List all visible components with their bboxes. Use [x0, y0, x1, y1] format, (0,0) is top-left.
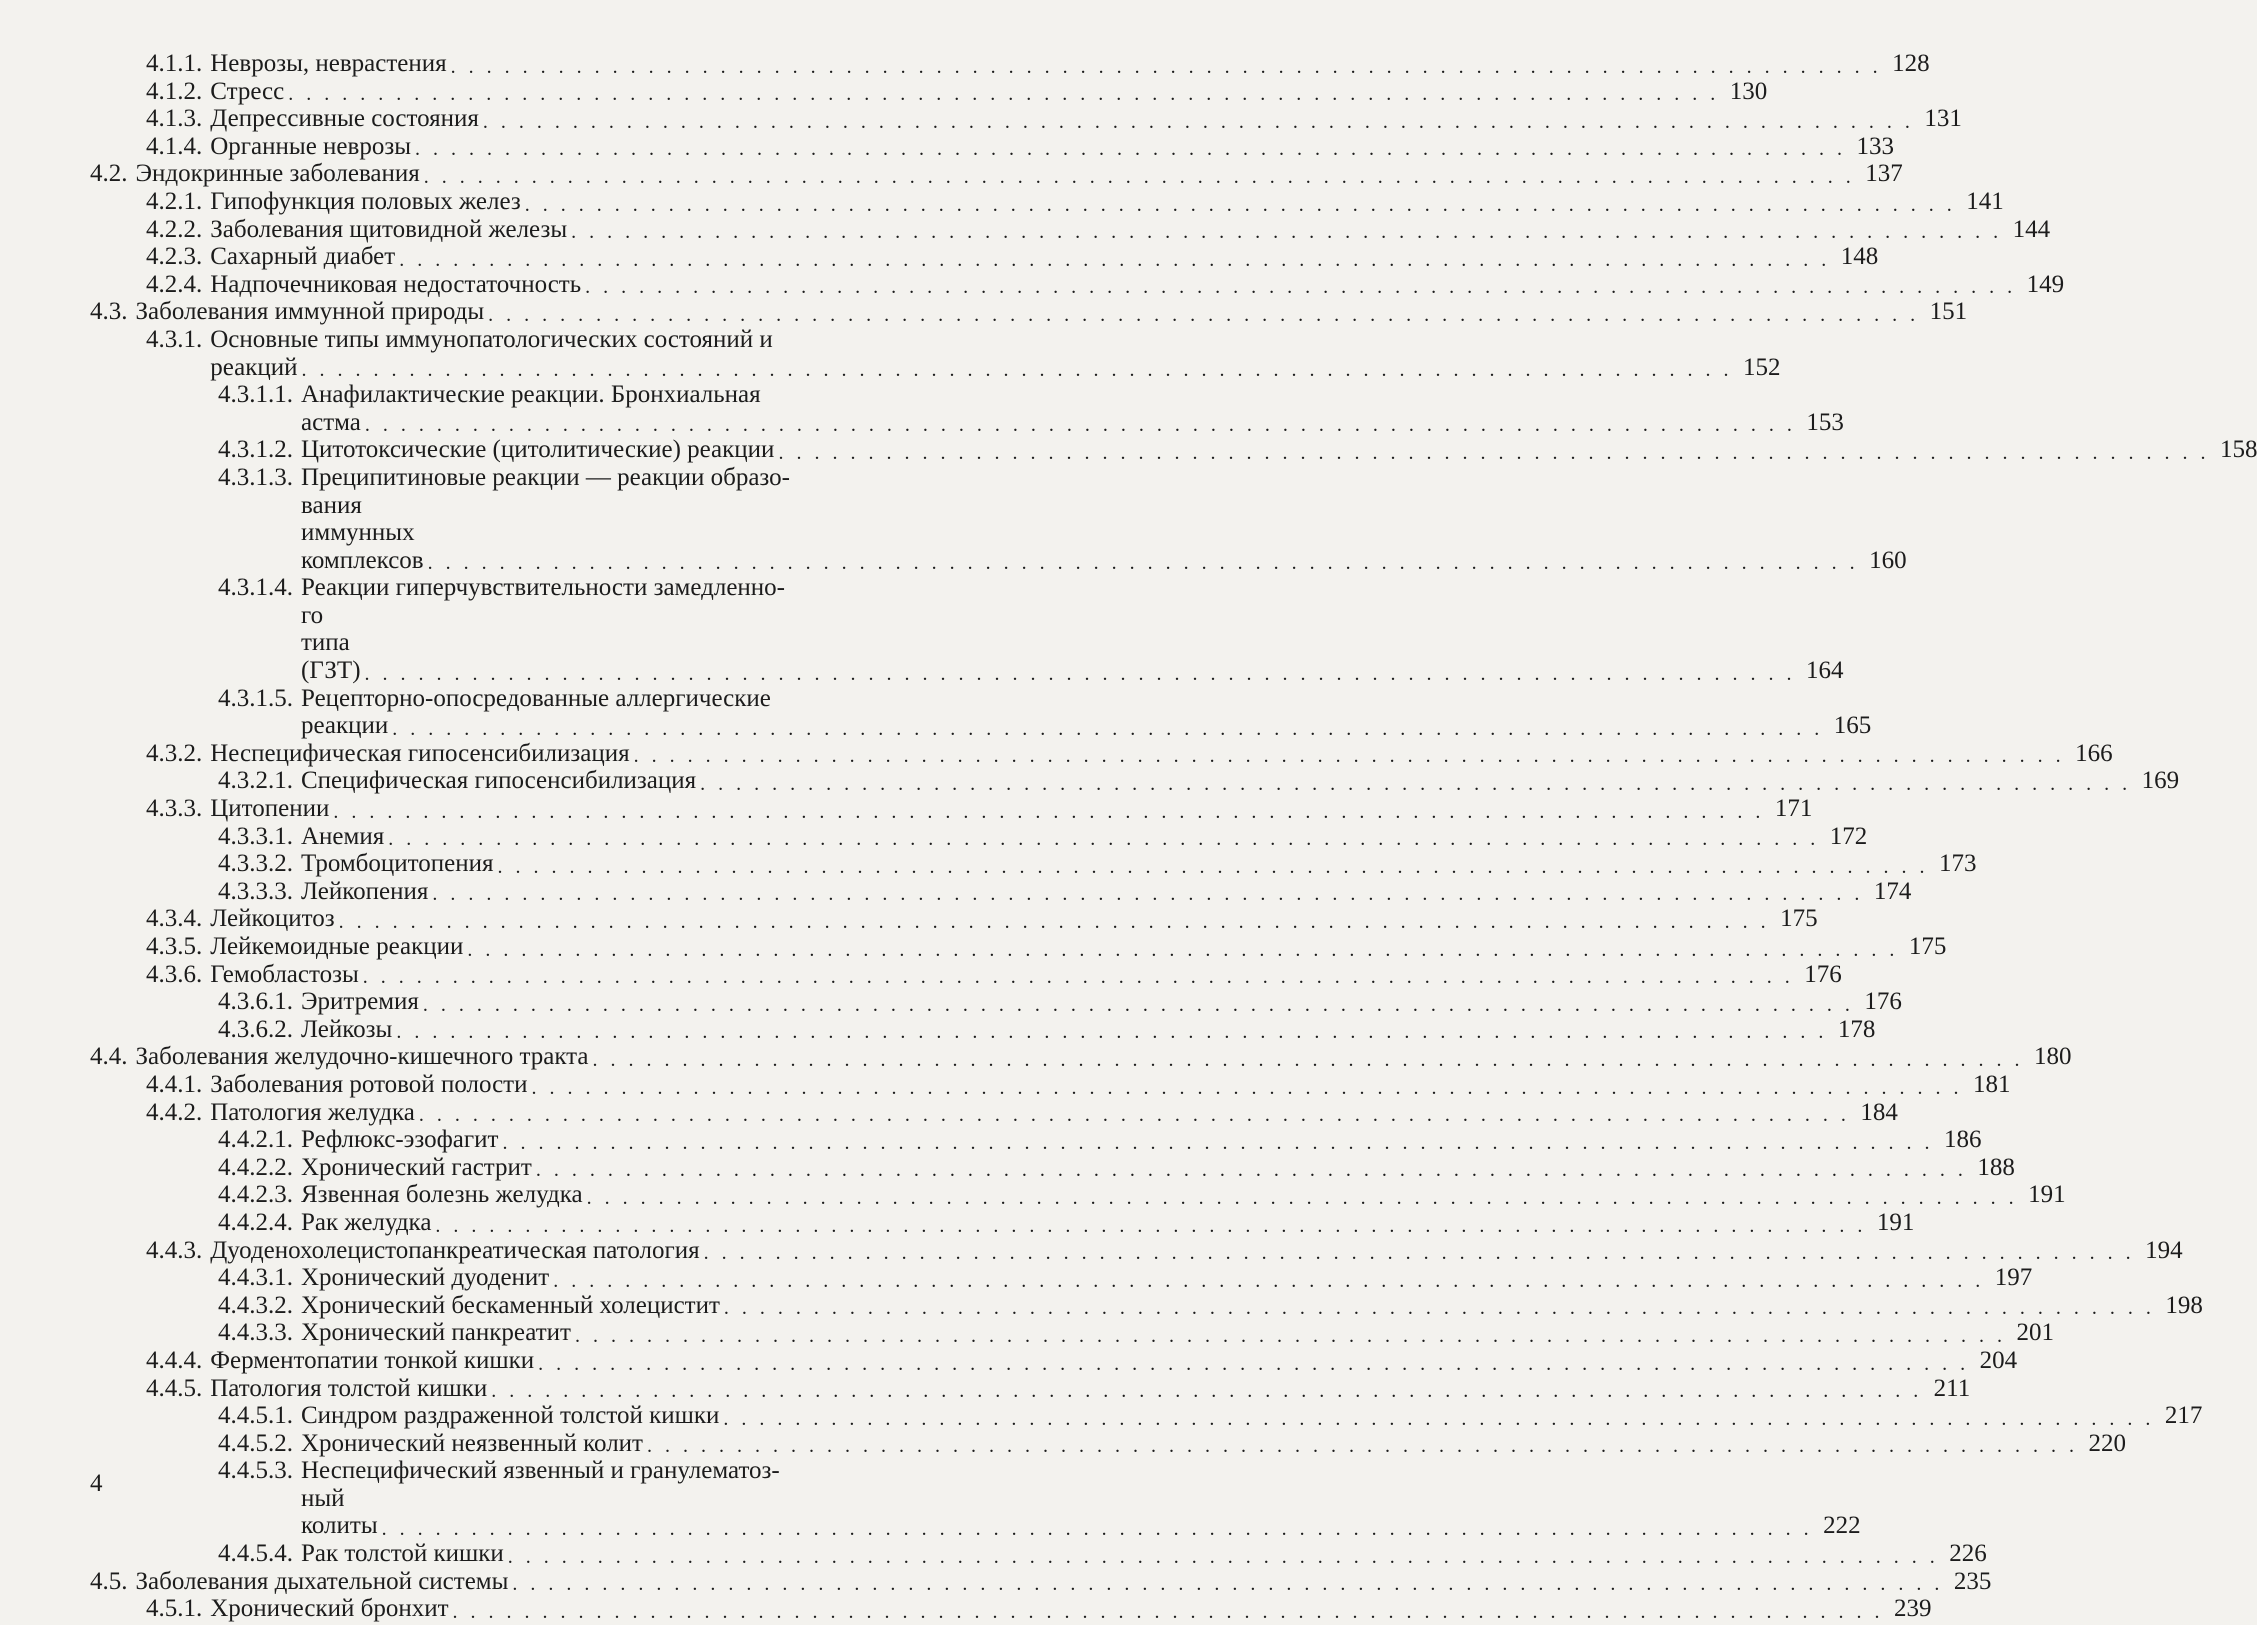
toc-entry-page: 149 [2026, 270, 2065, 298]
toc-entry-title-continued: вания иммунных комплексов [301, 491, 424, 574]
toc-entry-title: Заболевания ротовой полости [210, 1070, 528, 1098]
toc-entry [90, 132, 1895, 161]
toc-entry-title: Цитопении [210, 795, 330, 823]
toc-entry-page: 172 [1829, 822, 1868, 850]
toc-leader-dots: . . . . . . . . . . . . . . . . . . . . . . . . . . . . . . . . . . . . . . . . . . . . . . . . . . . . . . . . . . . . . . . . . . . . . . . . . . . . . . . . [288, 83, 1720, 106]
toc-leader-dots: . . . . . . . . . . . . . . . . . . . . . . . . . . . . . . . . . . . . . . . . . . . . . . . . . . . . . . . . . . . . . . . . . . . . . . . . . . . . . . . . [535, 1159, 1967, 1182]
toc-leader-dots: . . . . . . . . . . . . . . . . . . . . . . . . . . . . . . . . . . . . . . . . . . . . . . . . . . . . . . . . . . . . . . . . . . . . . . . . . . . . . . . . [482, 110, 1914, 133]
toc-leader-dots: . . . . . . . . . . . . . . . . . . . . . . . . . . . . . . . . . . . . . . . . . . . . . . . . . . . . . . . . . . . . . . . . . . . . . . . . . . . . . . . . [396, 1021, 1828, 1044]
toc-leader-dots: . . . . . . . . . . . . . . . . . . . . . . . . . . . . . . . . . . . . . . . . . . . . . . . . . . . . . . . . . . . . . . . . . . . . . . . . . . . . . . . . [524, 193, 1956, 216]
toc-entry [90, 1540, 1987, 1568]
toc-entry-title: Хронический гастрит [301, 1153, 532, 1181]
toc-entry-page: 226 [1949, 1540, 1987, 1568]
toc-leader-dots: . . . . . . . . . . . . . . . . . . . . . . . . . . . . . . . . . . . . . . . . . . . . . . . . . . . . . . . . . . . . . . . . . . . . . . . . . . . . . . . . [553, 1269, 1985, 1292]
toc-leader-dots: . . . . . . . . . . . . . . . . . . . . . . . . . . . . . . . . . . . . . . . . . . . . . . . . . . . . . . . . . . . . . . . . . . . . . . . . . . . . . . . . [392, 717, 1824, 740]
toc-entry [90, 381, 1844, 437]
toc-entry-title-continued: реакции [301, 712, 389, 740]
toc-entry-page: 141 [1966, 187, 2004, 215]
toc-entry-title: Рефлюкс-эзофагит [301, 1126, 499, 1154]
toc-entry-page: 160 [1869, 546, 1907, 574]
toc-leader-dots: . . . . . . . . . . . . . . . . . . . . . . . . . . . . . . . . . . . . . . . . . . . . . . . . . . . . . . . . . . . . . . . . . . . . . . . . . . . . . . . . [723, 1297, 2155, 1320]
toc-entry-title: Анемия [301, 822, 385, 850]
page-number: 4 [90, 1470, 103, 1497]
toc-leader-dots: . . . . . . . . . . . . . . . . . . . . . . . . . . . . . . . . . . . . . . . . . . . . . . . . . . . . . . . . . . . . . . . . . . . . . . . . . . . . . . . . [418, 1104, 1850, 1127]
toc-entry-page: 204 [1979, 1346, 2018, 1374]
toc-entry-page: 198 [2165, 1291, 2203, 1319]
toc-entry-page: 201 [2016, 1319, 2054, 1347]
toc-entry-title: Заболевания иммунной природы [135, 298, 485, 326]
toc-leader-dots: . . . . . . . . . . . . . . . . . . . . . . . . . . . . . . . . . . . . . . . . . . . . . . . . . . . . . . . . . . . . . . . . . . . . . . . . . . . . . . . . [502, 1131, 1934, 1154]
toc-entry-page: 184 [1860, 1098, 1898, 1126]
toc-entry-number: 4.4.3.3. [218, 1319, 293, 1347]
toc-entry-number: 4.4.3.1. [218, 1264, 293, 1292]
toc-entry [90, 215, 2051, 244]
toc-entry-title: Депрессивные состояния [210, 105, 479, 133]
toc-entry-number: 4.3.3.3. [218, 877, 293, 905]
toc-entry-number: 4.3.1.4. [218, 574, 293, 602]
toc-entry [90, 105, 1962, 133]
toc-entry-number: 4.4.3. [146, 1236, 203, 1264]
toc-entry-number: 4.3. [90, 298, 128, 326]
toc-entry-number: 4.3.1.1. [218, 381, 293, 409]
table-of-contents [90, 50, 2257, 1623]
toc-entry-title: Язвенная болезнь желудка [301, 1181, 583, 1209]
toc-entry-number: 4.3.6.2. [218, 1015, 293, 1043]
toc-entry-page: 180 [2034, 1043, 2072, 1071]
toc-entry-page: 175 [1908, 933, 1947, 960]
toc-entry-number: 4.3.1.3. [218, 463, 293, 491]
toc-entry-title: Хронический бескаменный холецистит [301, 1291, 720, 1319]
toc-entry [90, 877, 1912, 906]
toc-entry-title: Заболевания дыхательной системы [135, 1567, 509, 1595]
toc-entry-page: 181 [1973, 1070, 2011, 1098]
toc-entry-page: 197 [1994, 1264, 2033, 1292]
toc-entry-page: 128 [1892, 50, 1930, 77]
toc-entry-number: 4.2. [90, 160, 128, 188]
toc-leader-dots: . . . . . . . . . . . . . . . . . . . . . . . . . . . . . . . . . . . . . . . . . . . . . . . . . . . . . . . . . . . . . . . . . . . . . . . . . . . . . . . . [497, 855, 1929, 878]
toc-entry-number: 4.5. [90, 1567, 128, 1595]
toc-entry-number: 4.3.1.5. [218, 684, 293, 712]
toc-leader-dots: . . . . . . . . . . . . . . . . . . . . . . . . . . . . . . . . . . . . . . . . . . . . . . . . . . . . . . . . . . . . . . . . . . . . . . . . . . . . . . . . [507, 1545, 1939, 1568]
toc-leader-dots: . . . . . . . . . . . . . . . . . . . . . . . . . . . . . . . . . . . . . . . . . . . . . . . . . . . . . . . . . . . . . . . . . . . . . . . . . . . . . . . . [452, 1600, 1884, 1623]
toc-entry-page: 222 [1823, 1512, 1861, 1540]
toc-entry [90, 850, 1977, 878]
toc-entry-page: 235 [1953, 1567, 1992, 1595]
toc-entry-number: 4.3.6.1. [218, 988, 293, 1016]
toc-entry-number: 4.2.1. [146, 187, 203, 215]
toc-entry-page: 152 [1743, 353, 1781, 381]
toc-entry [90, 1374, 1971, 1403]
toc-leader-dots: . . . . . . . . . . . . . . . . . . . . . . . . . . . . . . . . . . . . . . . . . . . . . . . . . . . . . . . . . . . . . . . . . . . . . . . . . . . . . . . . [723, 1407, 2155, 1430]
toc-entry [90, 1236, 2183, 1265]
toc-entry-page: 176 [1804, 960, 1842, 988]
toc-entry-number: 4.4.1. [146, 1070, 203, 1098]
toc-leader-dots: . . . . . . . . . . . . . . . . . . . . . . . . . . . . . . . . . . . . . . . . . . . . . . . . . . . . . . . . . . . . . . . . . . . . . . . . . . . . . . . . [488, 303, 1920, 326]
toc-leader-dots: . . . . . . . . . . . . . . . . . . . . . . . . . . . . . . . . . . . . . . . . . . . . . . . . . . . . . . . . . . . . . . . . . . . . . . . . . . . . . . . . [301, 359, 1733, 382]
toc-entry-number: 4.4.5.1. [218, 1402, 293, 1430]
toc-entry-title: Цитотоксические (цитолитические) реакции [301, 436, 775, 464]
toc-entry-number: 4.3.2.1. [218, 767, 293, 795]
toc-entry-title: Патология желудка [210, 1098, 415, 1126]
toc-entry-page: 188 [1977, 1153, 2015, 1181]
toc-leader-dots: . . . . . . . . . . . . . . . . . . . . . . . . . . . . . . . . . . . . . . . . . . . . . . . . . . . . . . . . . . . . . . . . . . . . . . . . . . . . . . . . [778, 441, 2210, 464]
toc-entry-title: Анафилактические реакции. Бронхиальная [301, 381, 761, 409]
toc-leader-dots: . . . . . . . . . . . . . . . . . . . . . . . . . . . . . . . . . . . . . . . . . . . . . . . . . . . . . . . . . . . . . . . . . . . . . . . . . . . . . . . . [362, 966, 1794, 989]
toc-entry [90, 1181, 2066, 1209]
toc-entry-number: 4.1.3. [146, 105, 203, 133]
toc-entry-number: 4.4.5.2. [218, 1429, 293, 1457]
toc-entry-number: 4.1.4. [146, 132, 203, 160]
toc-entry-page: 173 [1938, 850, 1977, 878]
toc-entry-title: Эндокринные заболевания [135, 160, 420, 188]
toc-entry-page: 151 [1929, 298, 1968, 326]
toc-entry-number: 4.4. [90, 1043, 128, 1071]
toc-entry-title: Лейкопения [301, 877, 429, 905]
toc-entry-title: Заболевания желудочно-кишечного тракта [135, 1043, 589, 1071]
toc-entry-number: 4.5.1. [146, 1595, 203, 1623]
toc-entry [90, 574, 1844, 685]
toc-leader-dots: . . . . . . . . . . . . . . . . . . . . . . . . . . . . . . . . . . . . . . . . . . . . . . . . . . . . . . . . . . . . . . . . . . . . . . . . . . . . . . . . [574, 1324, 2006, 1347]
toc-entry [90, 1402, 2203, 1430]
toc-entry-number: 4.3.1.2. [218, 436, 293, 464]
toc-entry-page: 130 [1729, 77, 1768, 105]
toc-entry-number: 4.4.2.4. [218, 1208, 293, 1236]
toc-entry-title: Рецепторно-опосредованные аллергические [301, 684, 771, 712]
toc-entry [90, 1126, 1982, 1154]
toc-leader-dots: . . . . . . . . . . . . . . . . . . . . . . . . . . . . . . . . . . . . . . . . . . . . . . . . . . . . . . . . . . . . . . . . . . . . . . . . . . . . . . . . [700, 773, 2132, 796]
toc-entry [90, 1457, 1861, 1541]
toc-leader-dots: . . . . . . . . . . . . . . . . . . . . . . . . . . . . . . . . . . . . . . . . . . . . . . . . . . . . . . . . . . . . . . . . . . . . . . . . . . . . . . . . [646, 1435, 2078, 1458]
toc-entry [90, 1595, 1932, 1623]
toc-entry-page: 217 [2164, 1402, 2203, 1430]
toc-entry [90, 270, 2065, 299]
toc-leader-dots: . . . . . . . . . . . . . . . . . . . . . . . . . . . . . . . . . . . . . . . . . . . . . . . . . . . . . . . . . . . . . . . . . . . . . . . . . . . . . . . . [435, 1214, 1867, 1237]
toc-entry-number: 4.4.3.2. [218, 1291, 293, 1319]
toc-entry [90, 436, 2257, 464]
toc-entry-title: Рак желудка [301, 1208, 432, 1236]
toc-entry-number: 4.3.1. [146, 325, 203, 353]
toc-entry-number: 4.3.4. [146, 905, 203, 933]
toc-leader-dots: . . . . . . . . . . . . . . . . . . . . . . . . . . . . . . . . . . . . . . . . . . . . . . . . . . . . . . . . . . . . . . . . . . . . . . . . . . . . . . . . [338, 911, 1770, 933]
toc-entry-page: 165 [1833, 712, 1872, 740]
toc-entry [90, 739, 2113, 768]
toc-entry-title: Гемобластозы [210, 960, 359, 988]
toc-entry [90, 77, 1768, 106]
toc-entry-number: 4.3.3.2. [218, 850, 293, 878]
toc-entry-page: 166 [2075, 739, 2113, 767]
toc-entry-title: Рак толстой кишки [301, 1540, 504, 1568]
toc-entry-number: 4.4.5.3. [218, 1457, 293, 1485]
toc-entry-number: 4.3.3.1. [218, 822, 293, 850]
toc-entry-page: 153 [1806, 408, 1844, 436]
toc-entry-number: 4.4.2.1. [218, 1126, 293, 1154]
toc-entry-title: Неспецифический язвенный и гранулематоз- [301, 1457, 780, 1485]
toc-entry-title: Лейкоцитоз [210, 905, 335, 933]
toc-entry [90, 795, 1813, 823]
toc-entry [90, 767, 2180, 796]
toc-entry-number: 4.4.5. [146, 1374, 203, 1402]
toc-entry-title-continued: го типа (ГЗТ) [301, 601, 361, 685]
toc-entry-title-continued: реакций [210, 353, 298, 381]
toc-leader-dots: . . . . . . . . . . . . . . . . . . . . . . . . . . . . . . . . . . . . . . . . . . . . . . . . . . . . . . . . . . . . . . . . . . . . . . . . . . . . . . . . [381, 1518, 1813, 1541]
toc-entry-page: 133 [1856, 132, 1895, 160]
toc-entry [90, 1015, 1876, 1044]
toc-entry-number: 4.4.2.2. [218, 1153, 293, 1181]
toc-entry-title: Лейкемоидные реакции [210, 933, 464, 960]
toc-entry-page: 158 [2219, 436, 2257, 464]
toc-leader-dots: . . . . . . . . . . . . . . . . . . . . . . . . . . . . . . . . . . . . . . . . . . . . . . . . . . . . . . . . . . . . . . . . . . . . . . . . . . . . . . . . [427, 552, 1859, 575]
toc-entry [90, 1098, 1898, 1127]
toc-leader-dots: . . . . . . . . . . . . . . . . . . . . . . . . . . . . . . . . . . . . . . . . . . . . . . . . . . . . . . . . . . . . . . . . . . . . . . . . . . . . . . . . [491, 1380, 1923, 1403]
toc-entry [90, 187, 2004, 216]
toc-entry-page: 191 [1876, 1208, 1915, 1236]
toc-entry-number: 4.3.6. [146, 960, 203, 988]
toc-entry-number: 4.2.4. [146, 270, 203, 298]
toc-entry [90, 933, 1947, 961]
toc-entry-title: Неспецифическая гипосенсибилизация [210, 739, 630, 767]
toc-entry-page: 186 [1943, 1126, 1982, 1154]
toc-entry-title: Специфическая гипосенсибилизация [301, 767, 697, 795]
toc-entry [90, 1208, 1915, 1237]
toc-entry-page: 169 [2141, 767, 2180, 795]
toc-entry-page: 191 [2028, 1181, 2066, 1209]
toc-entry-title: Преципитиновые реакции — реакции образо- [301, 463, 790, 491]
toc-entry-title: Хронический дуоденит [301, 1264, 550, 1292]
toc-leader-dots: . . . . . . . . . . . . . . . . . . . . . . . . . . . . . . . . . . . . . . . . . . . . . . . . . . . . . . . . . . . . . . . . . . . . . . . . . . . . . . . . [592, 1048, 2024, 1071]
toc-entry-title: Ферментопатии тонкой кишки [210, 1346, 535, 1374]
toc-leader-dots: . . . . . . . . . . . . . . . . . . . . . . . . . . . . . . . . . . . . . . . . . . . . . . . . . . . . . . . . . . . . . . . . . . . . . . . . . . . . . . . . [703, 1242, 2135, 1265]
toc-entry-title: Реакции гиперчувствительности замедленно- [301, 574, 786, 602]
toc-entry-page: 194 [2145, 1236, 2183, 1264]
toc-entry-title: Хронический неязвенный колит [301, 1429, 643, 1457]
toc-leader-dots: . . . . . . . . . . . . . . . . . . . . . . . . . . . . . . . . . . . . . . . . . . . . . . . . . . . . . . . . . . . . . . . . . . . . . . . . . . . . . . . . [585, 276, 2017, 299]
toc-entry-title: Стресс [210, 77, 285, 105]
toc-entry [90, 1429, 2126, 1458]
toc-leader-dots: . . . . . . . . . . . . . . . . . . . . . . . . . . . . . . . . . . . . . . . . . . . . . . . . . . . . . . . . . . . . . . . . . . . . . . . . . . . . . . . . [399, 248, 1831, 271]
toc-entry-page: 174 [1873, 877, 1912, 905]
toc-entry [90, 822, 1868, 851]
toc-entry-title: Синдром раздраженной толстой кишки [301, 1402, 720, 1430]
toc-entry-title: Надпочечниковая недостаточность [210, 270, 582, 298]
toc-entry [90, 1291, 2203, 1320]
toc-entry-page: 239 [1894, 1595, 1932, 1623]
toc-entry [90, 160, 1903, 188]
toc-entry-title: Основные типы иммунопатологических состояний и [210, 325, 773, 353]
toc-entry-title: Хронический бронхит [210, 1595, 449, 1623]
toc-entry-number: 4.4.4. [146, 1346, 203, 1374]
toc-entry [90, 1153, 2015, 1182]
toc-entry-number: 4.4.2. [146, 1098, 203, 1126]
toc-entry-page: 211 [1933, 1374, 1971, 1402]
toc-leader-dots: . . . . . . . . . . . . . . . . . . . . . . . . . . . . . . . . . . . . . . . . . . . . . . . . . . . . . . . . . . . . . . . . . . . . . . . . . . . . . . . . [333, 800, 1765, 823]
toc-entry-title-continued: ный колиты [301, 1484, 378, 1540]
toc-entry [90, 1070, 2011, 1099]
toc-entry-title-continued: астма [301, 408, 361, 436]
toc-entry-page: 220 [2088, 1429, 2126, 1457]
toc-leader-dots: . . . . . . . . . . . . . . . . . . . . . . . . . . . . . . . . . . . . . . . . . . . . . . . . . . . . . . . . . . . . . . . . . . . . . . . . . . . . . . . . [450, 55, 1882, 78]
toc-entry-title: Органные неврозы [210, 132, 412, 160]
toc-entry [90, 1567, 1992, 1596]
toc-entry-title: Гипофункция половых желез [210, 187, 521, 215]
toc-entry-title: Лейкозы [301, 1015, 393, 1043]
toc-entry-page: 164 [1806, 657, 1844, 685]
toc-entry-page: 148 [1840, 243, 1879, 271]
toc-leader-dots: . . . . . . . . . . . . . . . . . . . . . . . . . . . . . . . . . . . . . . . . . . . . . . . . . . . . . . . . . . . . . . . . . . . . . . . . . . . . . . . . [415, 138, 1847, 161]
toc-leader-dots: . . . . . . . . . . . . . . . . . . . . . . . . . . . . . . . . . . . . . . . . . . . . . . . . . . . . . . . . . . . . . . . . . . . . . . . . . . . . . . . . [633, 745, 2065, 768]
toc-entry-page: 171 [1774, 795, 1813, 823]
toc-entry-number: 4.4.5.4. [218, 1540, 293, 1568]
toc-entry-page: 178 [1837, 1015, 1876, 1043]
toc-leader-dots: . . . . . . . . . . . . . . . . . . . . . . . . . . . . . . . . . . . . . . . . . . . . . . . . . . . . . . . . . . . . . . . . . . . . . . . . . . . . . . . . [586, 1186, 2018, 1209]
toc-entry [90, 988, 1902, 1016]
toc-entry-number: 4.4.2.3. [218, 1181, 293, 1209]
toc-leader-dots: . . . . . . . . . . . . . . . . . . . . . . . . . . . . . . . . . . . . . . . . . . . . . . . . . . . . . . . . . . . . . . . . . . . . . . . . . . . . . . . . [422, 993, 1854, 1016]
toc-entry-number: 4.1.2. [146, 77, 203, 105]
toc-entry [90, 684, 1872, 740]
toc-leader-dots: . . . . . . . . . . . . . . . . . . . . . . . . . . . . . . . . . . . . . . . . . . . . . . . . . . . . . . . . . . . . . . . . . . . . . . . . . . . . . . . . [364, 414, 1796, 437]
toc-entry-number: 4.3.5. [146, 933, 203, 960]
toc-entry-title: Дуоденохолецистопанкреатическая патология [210, 1236, 700, 1264]
toc-leader-dots: . . . . . . . . . . . . . . . . . . . . . . . . . . . . . . . . . . . . . . . . . . . . . . . . . . . . . . . . . . . . . . . . . . . . . . . . . . . . . . . . [531, 1076, 1963, 1099]
toc-entry-title: Патология толстой кишки [210, 1374, 488, 1402]
toc-leader-dots: . . . . . . . . . . . . . . . . . . . . . . . . . . . . . . . . . . . . . . . . . . . . . . . . . . . . . . . . . . . . . . . . . . . . . . . . . . . . . . . . [432, 883, 1864, 906]
toc-entry-page: 137 [1865, 160, 1903, 188]
toc-entry-page: 175 [1780, 905, 1818, 933]
toc-entry [90, 325, 1781, 382]
toc-entry-title: Заболевания щитовидной железы [210, 215, 568, 243]
toc-entry-number: 4.2.2. [146, 215, 203, 243]
toc-entry [90, 960, 1842, 989]
toc-leader-dots: . . . . . . . . . . . . . . . . . . . . . . . . . . . . . . . . . . . . . . . . . . . . . . . . . . . . . . . . . . . . . . . . . . . . . . . . . . . . . . . . [467, 938, 1899, 961]
toc-entry [90, 1319, 2054, 1347]
toc-entry-title: Сахарный диабет [210, 243, 396, 271]
toc-entry-number: 4.1.1. [146, 50, 203, 77]
toc-entry-title: Тромбоцитопения [301, 850, 494, 878]
toc-entry [90, 905, 1818, 933]
toc-entry-title: Хронический панкреатит [301, 1319, 571, 1347]
toc-entry-number: 4.3.3. [146, 795, 203, 823]
toc-entry [90, 298, 1968, 326]
toc-entry [90, 243, 1879, 271]
toc-leader-dots: . . . . . . . . . . . . . . . . . . . . . . . . . . . . . . . . . . . . . . . . . . . . . . . . . . . . . . . . . . . . . . . . . . . . . . . . . . . . . . . . [364, 662, 1796, 685]
toc-entry-page: 144 [2012, 215, 2051, 243]
toc-leader-dots: . . . . . . . . . . . . . . . . . . . . . . . . . . . . . . . . . . . . . . . . . . . . . . . . . . . . . . . . . . . . . . . . . . . . . . . . . . . . . . . . [512, 1573, 1944, 1596]
toc-leader-dots: . . . . . . . . . . . . . . . . . . . . . . . . . . . . . . . . . . . . . . . . . . . . . . . . . . . . . . . . . . . . . . . . . . . . . . . . . . . . . . . . [538, 1352, 1970, 1375]
toc-entry-number: 4.3.2. [146, 739, 203, 767]
toc-leader-dots: . . . . . . . . . . . . . . . . . . . . . . . . . . . . . . . . . . . . . . . . . . . . . . . . . . . . . . . . . . . . . . . . . . . . . . . . . . . . . . . . [423, 165, 1855, 188]
toc-entry-title: Неврозы, неврастения [210, 50, 447, 77]
toc-entry-title: Эритремия [301, 988, 419, 1016]
toc-entry [90, 1346, 2018, 1375]
toc-entry-number: 4.2.3. [146, 243, 203, 271]
toc-entry [90, 1264, 2033, 1292]
toc-leader-dots: . . . . . . . . . . . . . . . . . . . . . . . . . . . . . . . . . . . . . . . . . . . . . . . . . . . . . . . . . . . . . . . . . . . . . . . . . . . . . . . . [571, 221, 2003, 244]
toc-entry-page: 131 [1924, 105, 1962, 133]
toc-entry [90, 463, 1907, 575]
toc-entry [90, 50, 1930, 78]
toc-entry-page: 176 [1864, 988, 1902, 1016]
toc-leader-dots: . . . . . . . . . . . . . . . . . . . . . . . . . . . . . . . . . . . . . . . . . . . . . . . . . . . . . . . . . . . . . . . . . . . . . . . . . . . . . . . . [388, 828, 1820, 851]
toc-entry [90, 1043, 2072, 1071]
